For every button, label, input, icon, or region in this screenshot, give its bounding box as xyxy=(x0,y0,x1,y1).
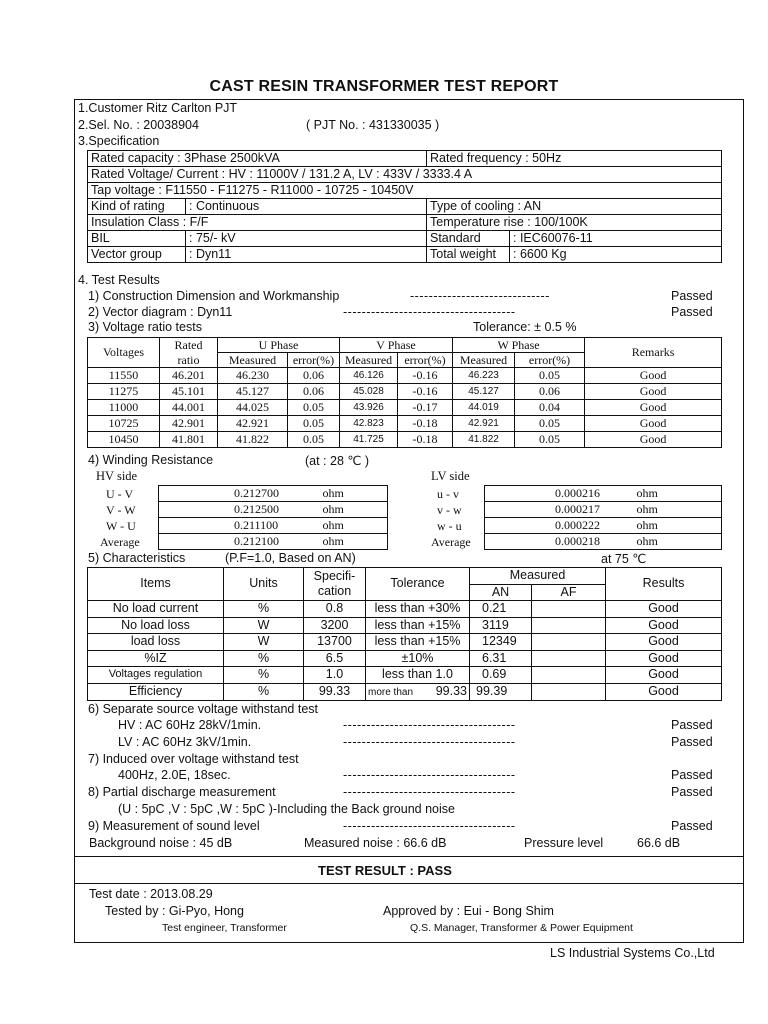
weight-label: Total weight xyxy=(427,247,510,263)
hv-unit: ohm xyxy=(305,502,388,518)
hv-value: 0.212700 xyxy=(159,486,305,502)
winding-resistance-temp: (at : 28 ℃ ) xyxy=(305,454,370,468)
pressure-level-label: Pressure level xyxy=(524,836,604,850)
table-row xyxy=(159,486,388,502)
vr-rated: 46.201 xyxy=(160,368,218,384)
characteristics-table xyxy=(87,567,722,701)
hv-value: 0.211100 xyxy=(159,518,305,534)
ch-header-row xyxy=(88,568,722,585)
standard-value: : IEC60076-11 xyxy=(510,231,722,247)
ch-unit: W xyxy=(224,617,304,634)
divider xyxy=(74,856,744,857)
pjt-number: ( PJT No. : 431330035 ) xyxy=(306,118,440,132)
vr-rated: 42.901 xyxy=(160,416,218,432)
vr-header-row xyxy=(88,338,722,353)
approved-role: Q.S. Manager, Transformer & Power Equipment xyxy=(410,922,633,934)
vr-w-error: 0.05 xyxy=(515,368,585,384)
hv-row-label: U - V xyxy=(106,487,134,501)
ch-item: No load current xyxy=(88,601,224,618)
table-row xyxy=(485,518,722,534)
background-noise: Background noise : 45 dB xyxy=(89,836,233,850)
table-row xyxy=(159,502,388,518)
ch-af xyxy=(532,683,606,701)
spec-row xyxy=(88,215,722,231)
vr-rated: 41.801 xyxy=(160,432,218,448)
sound-level-dashes: ------------------------------------- xyxy=(343,819,516,833)
ch-tolerance: ±10% xyxy=(366,650,470,667)
vr-u-measured: 46.230 xyxy=(218,368,288,384)
kind-value: : Continuous xyxy=(186,199,427,215)
ch-unit: % xyxy=(224,667,304,684)
separate-source-hv-result: Passed xyxy=(671,718,713,732)
lv-row-label: u - v xyxy=(437,487,459,501)
ch-spec-header-line2: cation xyxy=(317,584,352,598)
vr-u-measured: 44.025 xyxy=(218,400,288,416)
vr-u-phase-header: U Phase xyxy=(218,338,340,353)
lv-value: 0.000217 xyxy=(485,502,631,518)
vr-remark: Good xyxy=(585,368,722,384)
ch-an: 0.69 xyxy=(470,667,532,684)
vr-u-measured-header: Measured xyxy=(218,353,288,368)
separate-source-hv-dashes: ------------------------------------- xyxy=(343,718,516,732)
ch-result: Good xyxy=(606,667,722,684)
hv-resistance-table xyxy=(158,485,388,550)
ch-measured-header: Measured xyxy=(470,568,606,585)
ch-an: 0.21 xyxy=(470,601,532,618)
voltage-ratio-label: 3) Voltage ratio tests xyxy=(88,320,202,334)
vr-remark: Good xyxy=(585,400,722,416)
company-name: LS Industrial Systems Co.,Ltd xyxy=(550,946,715,960)
vr-w-measured: 45.127 xyxy=(453,384,515,400)
hv-labels xyxy=(100,486,140,550)
vr-v-error: -0.17 xyxy=(398,400,453,416)
lv-value: 0.000218 xyxy=(485,534,631,550)
vr-u-error-header: error(%) xyxy=(288,353,340,368)
hv-value: 0.212500 xyxy=(159,502,305,518)
ch-tolerance: less than +15% xyxy=(366,617,470,634)
vr-remark: Good xyxy=(585,384,722,400)
lv-value: 0.000216 xyxy=(485,486,631,502)
ch-af-header: AF xyxy=(532,584,606,601)
spec-row xyxy=(88,151,722,167)
ch-an-header: AN xyxy=(470,584,532,601)
table-row xyxy=(88,601,722,618)
table-row xyxy=(485,486,722,502)
rated-capacity: Rated capacity : 3Phase 2500kVA xyxy=(88,151,427,167)
characteristics-label: 5) Characteristics xyxy=(88,551,186,565)
ch-tolerance-header: Tolerance xyxy=(366,568,470,601)
induced-voltage-result: Passed xyxy=(671,768,713,782)
vr-u-measured: 41.822 xyxy=(218,432,288,448)
ch-spec: 6.5 xyxy=(304,650,366,667)
temperature-rise: Temperature rise : 100/100K xyxy=(427,215,722,231)
table-row xyxy=(88,368,722,384)
vr-ratio-header: ratio xyxy=(160,353,218,368)
vr-w-error: 0.05 xyxy=(515,416,585,432)
ch-spec: 1.0 xyxy=(304,667,366,684)
table-row xyxy=(485,502,722,518)
hv-side-label: HV side xyxy=(96,469,138,483)
tap-voltage: Tap voltage : F11550 - F11275 - R11000 - 10725 - 10450V xyxy=(88,183,722,199)
pressure-level-value: 66.6 dB xyxy=(637,836,681,850)
vector-value: : Dyn11 xyxy=(186,247,427,263)
measured-noise: Measured noise : 66.6 dB xyxy=(304,836,447,850)
ch-tolerance: less than +30% xyxy=(366,601,470,618)
vr-v-error: -0.16 xyxy=(398,368,453,384)
ch-result: Good xyxy=(606,683,722,701)
ch-result: Good xyxy=(606,617,722,634)
ch-result: Good xyxy=(606,650,722,667)
voltage-ratio-tolerance: Tolerance: ± 0.5 % xyxy=(473,320,577,334)
ch-units-header: Units xyxy=(224,568,304,601)
vr-w-error: 0.04 xyxy=(515,400,585,416)
spec-row xyxy=(88,167,722,183)
vr-w-phase-header: W Phase xyxy=(453,338,585,353)
vr-voltage: 10450 xyxy=(88,432,160,448)
hv-row-label: Average xyxy=(100,535,140,549)
ch-af xyxy=(532,617,606,634)
table-row xyxy=(88,416,722,432)
report-title: CAST RESIN TRANSFORMER TEST REPORT xyxy=(209,78,559,95)
ch-spec: 0.8 xyxy=(304,601,366,618)
lv-row-label: w - u xyxy=(437,519,462,533)
vr-remark: Good xyxy=(585,416,722,432)
lv-unit: ohm xyxy=(631,486,722,502)
table-row xyxy=(159,534,388,550)
ch-results-header: Results xyxy=(606,568,722,601)
characteristics-pf: (P.F=1.0, Based on AN) xyxy=(225,551,356,565)
ch-an: 6.31 xyxy=(470,650,532,667)
approved-by: Approved by : Eui - Bong Shim xyxy=(383,904,554,918)
lv-labels xyxy=(431,486,471,550)
serial-number: 2.Sel. No. : 20038904 xyxy=(78,118,199,132)
vector-diagram-label: 2) Vector diagram : Dyn11 xyxy=(88,305,233,319)
ch-tolerance-value: 99.33 xyxy=(435,683,467,698)
voltage-ratio-table xyxy=(87,337,722,448)
divider xyxy=(74,883,744,884)
table-row xyxy=(88,617,722,634)
ch-an: 12349 xyxy=(470,634,532,651)
construction-dashes: ------------------------------ xyxy=(410,289,550,303)
customer-line: 1.Customer Ritz Carlton PJT xyxy=(78,101,238,115)
ch-unit: % xyxy=(224,650,304,667)
spec-table xyxy=(87,150,722,263)
ch-item: load loss xyxy=(88,634,224,651)
vr-remark: Good xyxy=(585,432,722,448)
standard-label: Standard xyxy=(427,231,510,247)
ch-items-header: Items xyxy=(88,568,224,601)
vr-rated: 45.101 xyxy=(160,384,218,400)
vr-rated-header: Rated xyxy=(160,338,218,353)
sound-level-result: Passed xyxy=(671,819,713,833)
hv-value: 0.212100 xyxy=(159,534,305,550)
spec-heading: 3.Specification xyxy=(78,134,160,148)
kind-label: Kind of rating xyxy=(88,199,186,215)
vr-rated: 44.001 xyxy=(160,400,218,416)
weight-value: : 6600 Kg xyxy=(510,247,722,263)
ch-tolerance: less than 1.0 xyxy=(366,667,470,684)
hv-row-label: V - W xyxy=(106,503,136,517)
separate-source-lv-result: Passed xyxy=(671,735,713,749)
vr-v-error: -0.16 xyxy=(398,384,453,400)
vr-w-error: 0.06 xyxy=(515,384,585,400)
vr-voltages-header: Voltages xyxy=(88,338,160,368)
spec-row xyxy=(88,247,722,263)
ch-af xyxy=(532,667,606,684)
bil-label: BIL xyxy=(88,231,186,247)
vr-v-measured: 46.126 xyxy=(340,368,398,384)
vr-v-measured: 45.028 xyxy=(340,384,398,400)
ch-spec-header xyxy=(304,568,366,601)
ch-spec: 13700 xyxy=(304,634,366,651)
ch-item: Efficiency xyxy=(88,683,224,701)
ch-item: %IZ xyxy=(88,650,224,667)
lv-unit: ohm xyxy=(631,518,722,534)
ch-item: Voltages regulation xyxy=(88,667,224,684)
vector-diagram-dashes: ------------------------------------- xyxy=(343,305,516,319)
ch-an: 3119 xyxy=(470,617,532,634)
lv-resistance-table xyxy=(484,485,722,550)
ch-item: No load loss xyxy=(88,617,224,634)
ch-result: Good xyxy=(606,601,722,618)
vr-u-error: 0.06 xyxy=(288,384,340,400)
partial-discharge-result: Passed xyxy=(671,785,713,799)
hv-row-label: W - U xyxy=(106,519,136,533)
partial-discharge-label: 8) Partial discharge measurement xyxy=(88,785,276,799)
ch-unit: % xyxy=(224,601,304,618)
lv-side-label: LV side xyxy=(431,469,470,483)
vr-w-measured: 42.921 xyxy=(453,416,515,432)
vr-voltage: 10725 xyxy=(88,416,160,432)
vr-v-measured: 43.926 xyxy=(340,400,398,416)
insulation-class: Insulation Class : F/F xyxy=(88,215,427,231)
spec-row xyxy=(88,199,722,215)
partial-discharge-dashes: ------------------------------------- xyxy=(343,785,516,799)
vr-u-error: 0.05 xyxy=(288,400,340,416)
vr-u-measured: 45.127 xyxy=(218,384,288,400)
vr-w-error: 0.05 xyxy=(515,432,585,448)
vr-w-measured: 46.223 xyxy=(453,368,515,384)
vr-u-error: 0.06 xyxy=(288,368,340,384)
vr-v-measured-header: Measured xyxy=(340,353,398,368)
vr-w-measured: 44.019 xyxy=(453,400,515,416)
vr-voltage: 11000 xyxy=(88,400,160,416)
spec-row xyxy=(88,183,722,199)
lv-row-label: Average xyxy=(431,535,471,549)
rated-frequency: Rated frequency : 50Hz xyxy=(427,151,722,167)
vr-u-error: 0.05 xyxy=(288,432,340,448)
lv-value: 0.000222 xyxy=(485,518,631,534)
vector-label: Vector group xyxy=(88,247,186,263)
induced-voltage-detail: 400Hz, 2.0E, 18sec. xyxy=(118,768,231,782)
vr-v-measured: 41.725 xyxy=(340,432,398,448)
table-row xyxy=(88,432,722,448)
spec-row xyxy=(88,231,722,247)
lv-unit: ohm xyxy=(631,534,722,550)
vr-v-error-header: error(%) xyxy=(398,353,453,368)
table-row xyxy=(88,667,722,684)
characteristics-temp: at 75 ℃ xyxy=(601,552,647,566)
vr-u-measured: 42.921 xyxy=(218,416,288,432)
separate-source-lv: LV : AC 60Hz 3kV/1min. xyxy=(118,735,252,749)
vr-v-phase-header: V Phase xyxy=(340,338,453,353)
table-row xyxy=(88,384,722,400)
ch-result: Good xyxy=(606,634,722,651)
test-result: TEST RESULT : PASS xyxy=(318,863,452,878)
vr-v-measured: 42.823 xyxy=(340,416,398,432)
ch-unit: W xyxy=(224,634,304,651)
table-row xyxy=(159,518,388,534)
construction-result: Passed xyxy=(671,289,713,303)
ch-spec: 3200 xyxy=(304,617,366,634)
results-heading: 4. Test Results xyxy=(78,273,160,287)
tested-by: Tested by : Gi-Pyo, Hong xyxy=(105,904,244,918)
lv-unit: ohm xyxy=(631,502,722,518)
sound-level-label: 9) Measurement of sound level xyxy=(88,819,260,833)
bil-value: : 75/- kV xyxy=(186,231,427,247)
hv-unit: ohm xyxy=(305,534,388,550)
tested-role: Test engineer, Transformer xyxy=(162,922,287,934)
table-row xyxy=(485,534,722,550)
ch-tolerance-text: more than xyxy=(368,686,414,698)
table-row xyxy=(88,400,722,416)
test-date: Test date : 2013.08.29 xyxy=(89,887,213,901)
partial-discharge-detail: (U : 5pC ,V : 5pC ,W : 5pC )-Including the Back ground noise xyxy=(118,802,455,816)
vr-v-error: -0.18 xyxy=(398,416,453,432)
induced-voltage-dashes: ------------------------------------- xyxy=(343,768,516,782)
vr-remarks-header: Remarks xyxy=(585,338,722,368)
table-row xyxy=(88,683,722,701)
hv-unit: ohm xyxy=(305,518,388,534)
induced-voltage-label: 7) Induced over voltage withstand test xyxy=(88,752,299,766)
separate-source-hv: HV : AC 60Hz 28kV/1min. xyxy=(118,718,262,732)
ch-unit: % xyxy=(224,683,304,701)
ch-tolerance: less than +15% xyxy=(366,634,470,651)
vector-diagram-result: Passed xyxy=(671,305,713,319)
vr-w-measured-header: Measured xyxy=(453,353,515,368)
type-of-cooling: Type of cooling : AN xyxy=(427,199,722,215)
vr-voltage: 11275 xyxy=(88,384,160,400)
construction-label: 1) Construction Dimension and Workmanship xyxy=(88,289,340,303)
hv-unit: ohm xyxy=(305,486,388,502)
ch-af xyxy=(532,601,606,618)
lv-row-label: v - w xyxy=(437,503,462,517)
winding-resistance-label: 4) Winding Resistance xyxy=(88,453,214,467)
ch-an: 99.39 xyxy=(470,683,532,701)
rated-voltage: Rated Voltage/ Current : HV : 11000V / 131.2 A, LV : 433V / 3333.4 A xyxy=(88,167,722,183)
table-row xyxy=(88,634,722,651)
vr-u-error: 0.05 xyxy=(288,416,340,432)
ch-spec: 99.33 xyxy=(304,683,366,701)
ch-tolerance xyxy=(366,683,470,701)
vr-w-measured: 41.822 xyxy=(453,432,515,448)
vr-voltage: 11550 xyxy=(88,368,160,384)
table-row xyxy=(88,650,722,667)
ch-af xyxy=(532,634,606,651)
ch-af xyxy=(532,650,606,667)
separate-source-label: 6) Separate source voltage withstand test xyxy=(88,702,318,716)
vr-w-error-header: error(%) xyxy=(515,353,585,368)
ch-spec-header-line1: Specifi- xyxy=(313,569,356,583)
separate-source-lv-dashes: ------------------------------------- xyxy=(343,735,516,749)
vr-v-error: -0.18 xyxy=(398,432,453,448)
